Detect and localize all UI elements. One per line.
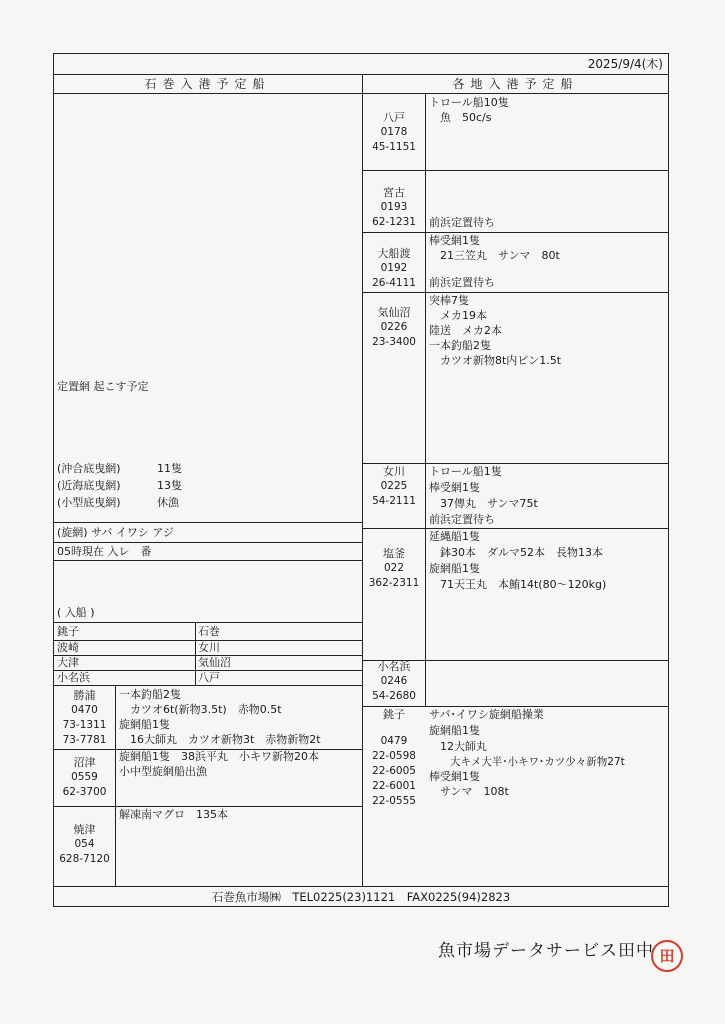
left-section-title: 石巻入港予定船 [144, 77, 271, 91]
port-report-line: 前浜定置待ち [429, 216, 495, 229]
port-katsuura [54, 688, 115, 748]
port-phone: 62-3700 [62, 786, 107, 798]
port-name: 女川 [383, 465, 405, 478]
nyusen-dest: 八戸 [198, 671, 220, 684]
port-report-line: 大キメ大半･小キワ･カツ少々新物27t [429, 756, 625, 768]
port-phone: 0559 [71, 771, 98, 783]
port-phone: 0225 [380, 480, 408, 492]
port-onahama [363, 659, 425, 704]
port-phone: 628-7120 [59, 853, 110, 865]
port-phone: 022 [383, 562, 405, 574]
port-report-line: 前浜定置待ち [429, 513, 495, 526]
port-phone: 62-1231 [372, 216, 416, 228]
port-kesennuma [363, 305, 425, 350]
port-report-line: 前浜定置待ち [429, 276, 495, 289]
port-report-line: 旋網船1隻 38浜平丸 小キワ新物20本 [119, 750, 319, 763]
right-section-title: 各地入港予定船 [452, 77, 579, 91]
nyusen-label: ( 入船 ) [57, 606, 95, 619]
port-ofunato [363, 246, 425, 291]
port-report-line: 小中型旋網船出漁 [119, 765, 207, 778]
port-report-line: サバ･イワシ旋網船操業 [429, 708, 544, 721]
port-phone: 0192 [380, 262, 408, 274]
port-numazu [54, 755, 115, 800]
port-name: 沼津 [73, 756, 96, 769]
port-report-line: 一本釣船2隻 [429, 339, 491, 352]
port-report-line: 16大師丸 カツオ新物3t 赤物新物2t [119, 733, 321, 746]
port-name: 大船渡 [377, 247, 411, 260]
port-report-line: 37傳丸 サンマ75t [429, 497, 538, 510]
trawl-value: 13隻 [157, 479, 182, 492]
port-report-line: 旋網船1隻 [119, 718, 170, 731]
port-name: 塩釜 [383, 547, 405, 560]
port-miyako [363, 185, 425, 230]
port-report-line: 棒受網1隻 [429, 481, 480, 494]
port-phone: 23-3400 [372, 336, 416, 348]
port-phone: 362-2311 [368, 577, 420, 589]
port-phone: 22-0555 [372, 795, 416, 807]
port-shiogama [363, 546, 425, 591]
port-report-line: サンマ 108t [429, 785, 509, 798]
port-report-line: 鉢30本 ダルマ52本 長物13本 [429, 546, 603, 559]
port-phone: 54-2680 [372, 690, 416, 702]
port-report-line: 棒受網1隻 [429, 770, 480, 783]
trawl-label: (小型底曳網) [57, 496, 121, 509]
status-line: 05時現在 入レ 番 [57, 545, 152, 558]
trawl-value: 休漁 [157, 496, 179, 509]
port-report-line: 魚 50c/s [429, 111, 492, 124]
port-phone: 0246 [380, 675, 408, 687]
footer-contact: 石巻魚市場㈱ TEL0225(23)1121 FAX0225(94)2823 [211, 890, 511, 904]
port-report-line: トロール船1隻 [429, 465, 502, 478]
port-phone: 22-6001 [372, 780, 416, 792]
nyusen-origin: 大津 [57, 656, 79, 669]
port-phone: 73-7781 [62, 734, 107, 746]
port-phone: 0479 [380, 735, 408, 747]
port-report-line: トロール船10隻 [429, 96, 509, 109]
port-hachinohe [363, 110, 425, 155]
nyusen-dest: 気仙沼 [198, 656, 231, 669]
port-onagawa [363, 464, 425, 509]
port-name: 銚子 [383, 708, 405, 721]
report-date: 2025/9/4(木) [587, 57, 663, 71]
port-choshi [363, 707, 425, 809]
nyusen-dest: 石巻 [198, 625, 220, 638]
port-name: 小名浜 [377, 660, 411, 673]
port-report-line: 突棒7隻 [429, 294, 469, 307]
nyusen-origin: 小名浜 [57, 671, 90, 684]
port-report-line: カツオ6t(新物3.5t) 赤物0.5t [119, 703, 282, 716]
nyusen-origin: 波崎 [57, 641, 79, 654]
port-report-line: 棒受網1隻 [429, 234, 480, 247]
port-name: 八戸 [383, 111, 405, 124]
port-name: 気仙沼 [377, 306, 411, 319]
port-phone: 54-2111 [372, 495, 416, 507]
port-phone: 73-1311 [62, 719, 107, 731]
trawl-value: 11隻 [157, 462, 182, 475]
port-phone: 22-0598 [372, 750, 416, 762]
port-report-line: 71天王丸 本鮪14t(80～120kg) [429, 578, 607, 591]
port-phone: 0178 [380, 126, 408, 138]
port-phone: 22-6005 [372, 765, 416, 777]
port-name: 勝浦 [73, 689, 96, 702]
port-report-line: 旋網船1隻 [429, 724, 480, 737]
name-seal-stamp: 田 [651, 940, 683, 972]
port-report-line: メカ19本 [429, 309, 487, 322]
makiami-species: (旋網) サバ イワシ アジ [57, 526, 174, 539]
port-report-line: カツオ新物8t内ピン1.5t [429, 354, 562, 367]
trawl-label: (近海底曳網) [57, 479, 121, 492]
port-report-line: 延縄船1隻 [429, 530, 480, 543]
port-phone: 0226 [380, 321, 408, 333]
port-report-line: 解凍南マグロ 135本 [119, 808, 228, 821]
port-phone: 45-1151 [372, 141, 416, 153]
port-report-line: 旋網船1隻 [429, 562, 480, 575]
port-name: 宮古 [383, 186, 405, 199]
port-phone: 0470 [71, 704, 98, 716]
trawl-label: (沖合底曳網) [57, 462, 121, 475]
port-report-line: 21三笠丸 サンマ 80t [429, 249, 560, 262]
port-phone: 0193 [380, 201, 408, 213]
port-phone: 26-4111 [372, 277, 416, 289]
port-phone: 054 [74, 838, 95, 850]
port-name: 焼津 [73, 823, 96, 836]
port-report-line: 陸送 メカ2本 [429, 324, 502, 337]
nyusen-origin: 銚子 [57, 625, 79, 638]
port-report-line: 一本釣船2隻 [119, 688, 181, 701]
teichi-note: 定置網 起こす予定 [57, 380, 149, 393]
signature-text: 魚市場データサービス田中 [438, 941, 654, 961]
port-yaizu [54, 822, 115, 867]
nyusen-dest: 女川 [198, 641, 220, 654]
port-report-line: 12大師丸 [429, 740, 487, 753]
